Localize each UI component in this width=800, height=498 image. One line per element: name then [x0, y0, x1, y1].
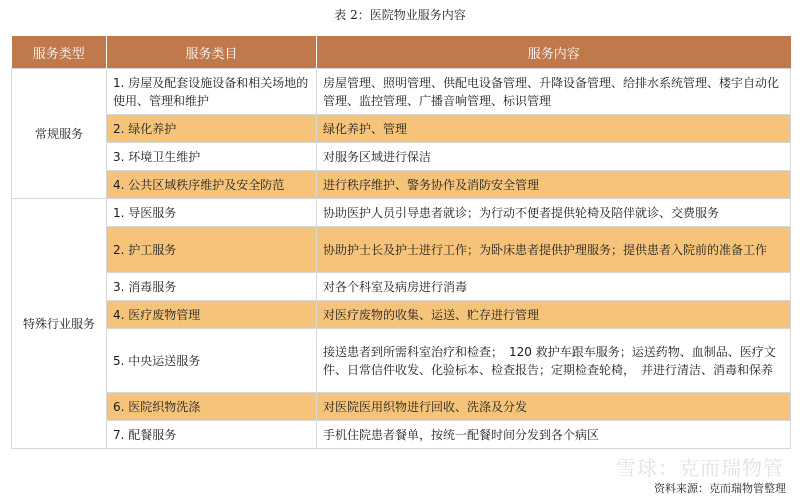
service-item: 2. 绿化养护 [107, 115, 317, 143]
header-item: 服务类目 [107, 36, 317, 69]
table-row [12, 301, 791, 329]
table-row [12, 393, 791, 421]
table-row [12, 171, 791, 199]
table-caption: 表 2：医院物业服务内容 [334, 8, 466, 22]
service-desc: 协助护士长及护士进行工作；为卧床患者提供护理服务；提供患者入院前的准备工作 [317, 227, 791, 273]
service-item: 5. 中央运送服务 [107, 329, 317, 393]
service-desc: 接送患者到所需科室治疗和检查； 120 救护车跟车服务；运送药物、血制品、医疗文件、日常信件收发、化验标本、检查报告；定期检查轮椅， 并进行清洁、消毒和保养 [317, 329, 791, 393]
table-row [12, 69, 791, 115]
table-row [12, 143, 791, 171]
header-type: 服务类型 [12, 36, 107, 69]
service-desc: 协助医护人员引导患者就诊；为行动不便者提供轮椅及陪伴就诊、交费服务 [317, 199, 791, 227]
table-row [12, 329, 791, 393]
service-desc: 对各个科室及病房进行消毒 [317, 273, 791, 301]
service-item: 6. 医院织物洗涤 [107, 393, 317, 421]
header-desc: 服务内容 [317, 36, 791, 69]
service-desc: 对医院医用织物进行回收、洗涤及分发 [317, 393, 791, 421]
service-desc: 绿化养护、管理 [317, 115, 791, 143]
service-desc: 进行秩序维护、警务协作及消防安全管理 [317, 171, 791, 199]
table-row [12, 273, 791, 301]
source-note: 资料来源：克而瑞物管整理 [654, 482, 786, 495]
service-item: 1. 导医服务 [107, 199, 317, 227]
service-item: 7. 配餐服务 [107, 421, 317, 449]
group-type-regular: 常规服务 [12, 69, 107, 199]
table-row [12, 421, 791, 449]
service-desc: 手机住院患者餐单，按统一配餐时间分发到各个病区 [317, 421, 791, 449]
service-item: 3. 环境卫生维护 [107, 143, 317, 171]
service-item: 4. 医疗废物管理 [107, 301, 317, 329]
service-item: 3. 消毒服务 [107, 273, 317, 301]
service-item: 2. 护工服务 [107, 227, 317, 273]
header-row [12, 36, 791, 69]
watermark: 雪球：克而瑞物管 [616, 456, 784, 480]
service-table [11, 36, 791, 449]
service-item: 4. 公共区域秩序维护及安全防范 [107, 171, 317, 199]
service-desc: 房屋管理、照明管理、供配电设备管理、升降设备管理、给排水系统管理、楼宇自动化管理、监控管理、广播音响管理、标识管理 [317, 69, 791, 115]
table-row [12, 199, 791, 227]
service-desc: 对医疗废物的收集、运送、贮存进行管理 [317, 301, 791, 329]
service-desc: 对服务区域进行保洁 [317, 143, 791, 171]
service-item: 1. 房屋及配套设施设备和相关场地的使用、管理和维护 [107, 69, 317, 115]
table-row [12, 115, 791, 143]
table-row [12, 227, 791, 273]
group-type-special: 特殊行业服务 [12, 199, 107, 449]
